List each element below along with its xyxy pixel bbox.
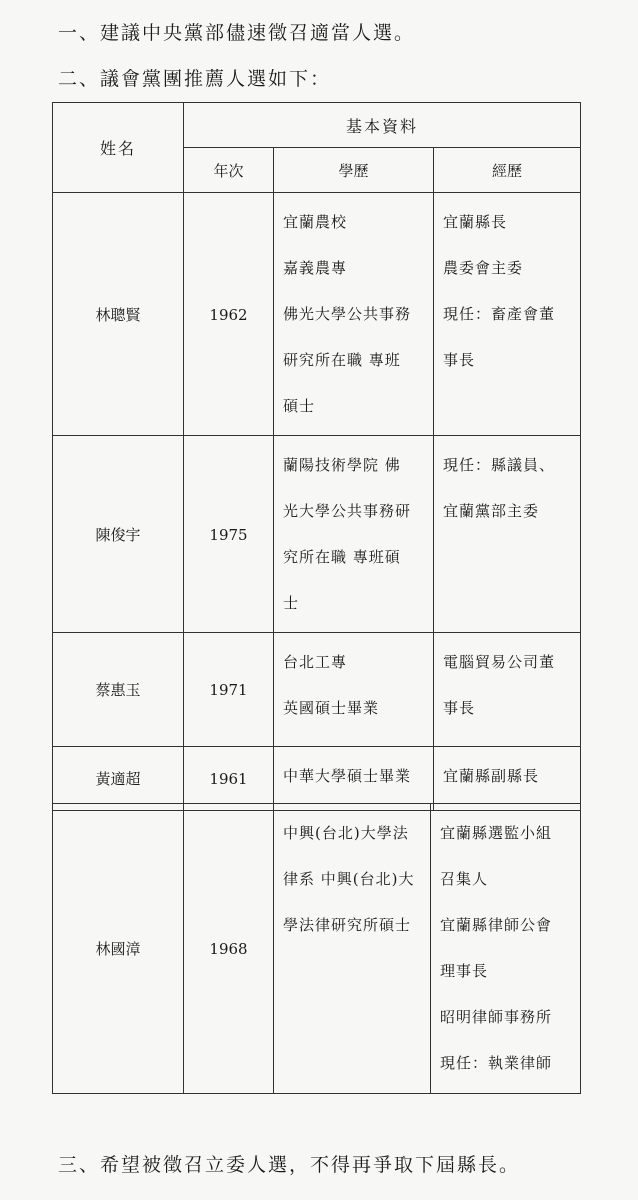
candidate-experience: 電腦貿易公司董 事長	[434, 633, 581, 747]
candidate-year: 1962	[184, 193, 274, 436]
candidate-name: 林國漳	[53, 804, 184, 1094]
candidate-education: 宜蘭農校 嘉義農專 佛光大學公共事務 研究所在職 專班 碩士	[274, 193, 434, 436]
table-row	[53, 804, 581, 1094]
candidate-education: 中興(台北)大學法 律系 中興(台北)大 學法律研究所碩士	[274, 804, 431, 1094]
header-basic-info: 基本資料	[184, 103, 581, 148]
section-two-heading: 二、議會黨團推薦人選如下：	[58, 68, 332, 90]
table-row	[53, 193, 581, 436]
candidate-table-continued	[52, 803, 581, 1094]
candidate-name: 黃適超	[53, 747, 184, 811]
candidate-experience: 宜蘭縣長 農委會主委 現任：畜產會董 事長	[434, 193, 581, 436]
candidate-education: 中華大學碩士畢業	[274, 747, 434, 811]
candidate-table	[52, 102, 581, 811]
candidate-year: 1971	[184, 633, 274, 747]
candidate-experience: 宜蘭縣選監小組 召集人 宜蘭縣律師公會 理事長 昭明律師事務所 現任：執業律師	[431, 804, 581, 1094]
candidate-year: 1961	[184, 747, 274, 811]
table-row	[53, 436, 581, 633]
candidate-name: 林聰賢	[53, 193, 184, 436]
candidate-experience: 宜蘭縣副縣長	[434, 747, 581, 811]
candidate-education: 蘭陽技術學院 佛 光大學公共事務研 究所在職 專班碩 士	[274, 436, 434, 633]
candidate-name: 蔡惠玉	[53, 633, 184, 747]
candidate-name: 陳俊宇	[53, 436, 184, 633]
header-year: 年次	[184, 148, 274, 193]
section-three-heading: 三、希望被徵召立委人選，不得再爭取下屆縣長。	[58, 1154, 521, 1176]
header-name: 姓名	[53, 103, 184, 193]
candidate-experience: 現任：縣議員、 宜蘭黨部主委	[434, 436, 581, 633]
table-row	[53, 633, 581, 747]
candidate-education: 台北工專 英國碩士畢業	[274, 633, 434, 747]
candidate-year: 1968	[184, 804, 274, 1094]
header-education: 學歷	[274, 148, 434, 193]
candidate-year: 1975	[184, 436, 274, 633]
section-one-heading: 一、建議中央黨部儘速徵召適當人選。	[58, 22, 416, 44]
header-experience: 經歷	[434, 148, 581, 193]
table-row	[53, 747, 581, 811]
